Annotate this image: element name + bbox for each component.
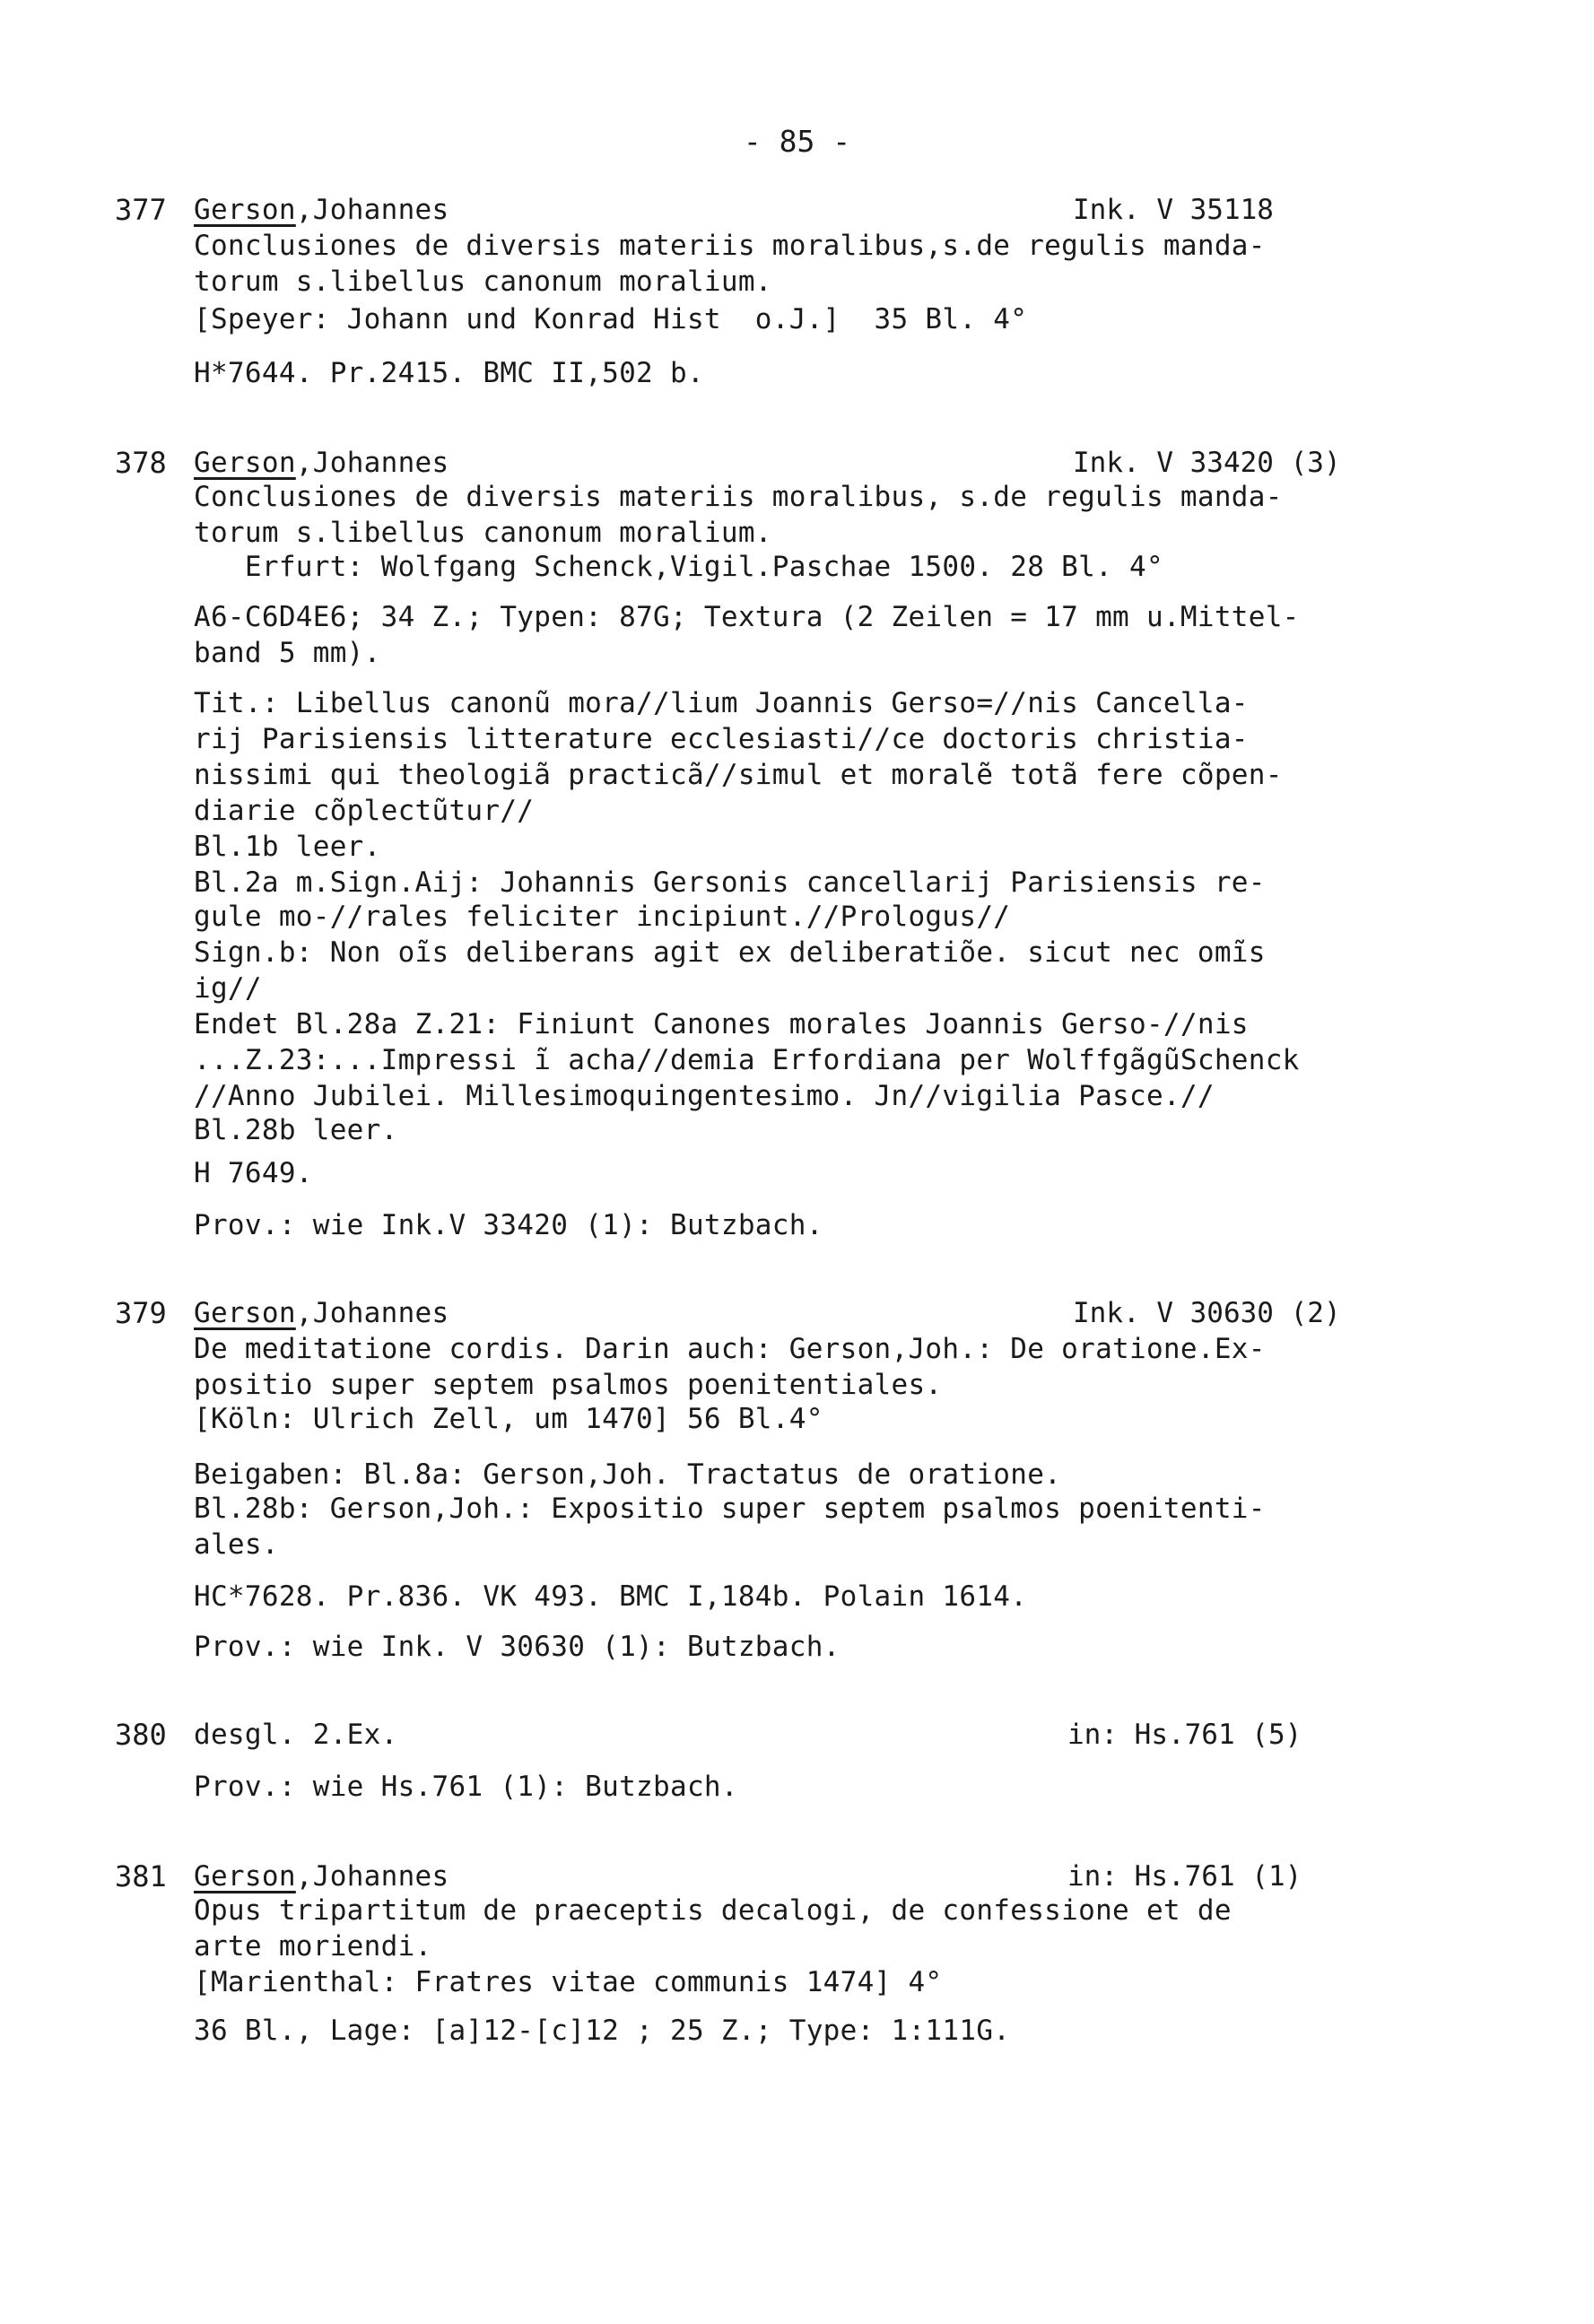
entry-line: positio super septem psalmos poenitentiales.	[194, 1369, 943, 1401]
entry-line: Prov.: wie Ink. V 30630 (1): Butzbach.	[194, 1631, 841, 1663]
entry-line: Bl.28b: Gerson,Joh.: Expositio super septem psalmos poenitenti-	[194, 1493, 1266, 1525]
entry-number: 378	[115, 446, 167, 480]
author-surname: Gerson	[194, 1297, 296, 1329]
entry-line: Bl.1b leer.	[194, 831, 381, 863]
entry-line: gule mo-//rales feliciter incipiunt.//Prologus//	[194, 901, 1011, 933]
author-surname: Gerson	[194, 447, 296, 479]
shelfmark: in: Hs.761 (1)	[1067, 1860, 1302, 1893]
entry-number: 380	[115, 1718, 167, 1752]
entry-line: Bl.28b leer.	[194, 1114, 398, 1146]
entry-heading	[194, 1717, 398, 1753]
entry-line: torum s.libellus canonum moralium.	[194, 517, 772, 549]
entry-line: torum s.libellus canonum moralium.	[194, 265, 772, 298]
author-forename: ,Johannes	[295, 1860, 449, 1893]
entry-line: band 5 mm).	[194, 637, 381, 669]
author-surname: Gerson	[194, 194, 296, 226]
entry-number: 381	[115, 1859, 167, 1893]
entry-line: ales.	[194, 1528, 279, 1561]
entry-line: ig//	[194, 972, 262, 1005]
entry-number: 379	[115, 1296, 167, 1330]
entry-heading	[194, 1295, 449, 1331]
shelfmark: Ink. V 30630 (2)	[1073, 1297, 1341, 1329]
entry-line: H*7644. Pr.2415. BMC II,502 b.	[194, 357, 704, 389]
entry-line: Prov.: wie Hs.761 (1): Butzbach.	[194, 1771, 738, 1803]
entry-line: Erfurt: Wolfgang Schenck,Vigil.Paschae 1500. 28 Bl. 4°	[194, 551, 1163, 583]
entry-heading	[194, 445, 449, 481]
entry-heading	[194, 1858, 449, 1894]
entry-line: [Speyer: Johann und Konrad Hist o.J.] 35 Bl. 4°	[194, 303, 1028, 335]
author-surname: Gerson	[194, 1860, 296, 1893]
author-forename: ,Johannes	[295, 194, 449, 226]
entry-line: //Anno Jubilei. Millesimoquingentesimo. Jn//vigilia Pasce.//	[194, 1080, 1215, 1112]
shelfmark: in: Hs.761 (5)	[1067, 1719, 1302, 1751]
page-number: - 85 -	[743, 124, 851, 159]
entry-line: Prov.: wie Ink.V 33420 (1): Butzbach.	[194, 1209, 823, 1241]
shelfmark: Ink. V 33420 (3)	[1073, 447, 1341, 479]
entry-number: 377	[115, 193, 167, 227]
author-forename: ,Johannes	[295, 1297, 449, 1329]
entry-line: De meditatione cordis. Darin auch: Gerson,Joh.: De oratione.Ex-	[194, 1333, 1266, 1365]
entry-line: rij Parisiensis litterature ecclesiasti//ce doctoris christia-	[194, 723, 1249, 755]
entry-line: A6-C6D4E6; 34 Z.; Typen: 87G; Textura (2 Zeilen = 17 mm u.Mittel-	[194, 601, 1300, 633]
entry-line: Sign.b: Non oĩs deliberans agit ex deliberatiõe. sicut nec omĩs	[194, 936, 1266, 969]
entry-line: H 7649.	[194, 1157, 313, 1189]
entry-line: 36 Bl., Lage: [a]12-[c]12 ; 25 Z.; Type: 1:111G.	[194, 2015, 1011, 2047]
entry-line: diarie cõplectũtur//	[194, 795, 535, 827]
entry-line: [Marienthal: Fratres vitae communis 1474] 4°	[194, 1966, 943, 1998]
entry-line: [Köln: Ulrich Zell, um 1470] 56 Bl.4°	[194, 1403, 823, 1435]
entry-line: Bl.2a m.Sign.Aij: Johannis Gersonis cancellarij Parisiensis re-	[194, 866, 1266, 899]
entry-line: arte moriendi.	[194, 1930, 432, 1963]
entry-line: ...Z.23:...Impressi ĩ acha//demia Erfordiana per WolffgãgũSchenck	[194, 1044, 1300, 1076]
entry-line: Conclusiones de diversis materiis moralibus,s.de regulis manda-	[194, 230, 1266, 262]
entry-line: Beigaben: Bl.8a: Gerson,Joh. Tractatus de oratione.	[194, 1458, 1062, 1491]
entry-line: Opus tripartitum de praeceptis decalogi, de confessione et de	[194, 1894, 1232, 1927]
author-forename: ,Johannes	[295, 447, 449, 479]
entry-line: Conclusiones de diversis materiis moralibus, s.de regulis manda-	[194, 481, 1283, 513]
entry-line: HC*7628. Pr.836. VK 493. BMC I,184b. Polain 1614.	[194, 1580, 1028, 1613]
entry-line: nissimi qui theologiã practicã//simul et moralẽ totã fere cõpen-	[194, 759, 1283, 791]
entry-line: Tit.: Libellus canonũ mora//lium Joannis Gerso=//nis Cancella-	[194, 687, 1249, 719]
shelfmark: Ink. V 35118	[1073, 194, 1274, 226]
entry-title: desgl. 2.Ex.	[194, 1719, 398, 1751]
entry-line: Endet Bl.28a Z.21: Finiunt Canones morales Joannis Gerso-//nis	[194, 1008, 1249, 1040]
entry-heading	[194, 192, 449, 228]
